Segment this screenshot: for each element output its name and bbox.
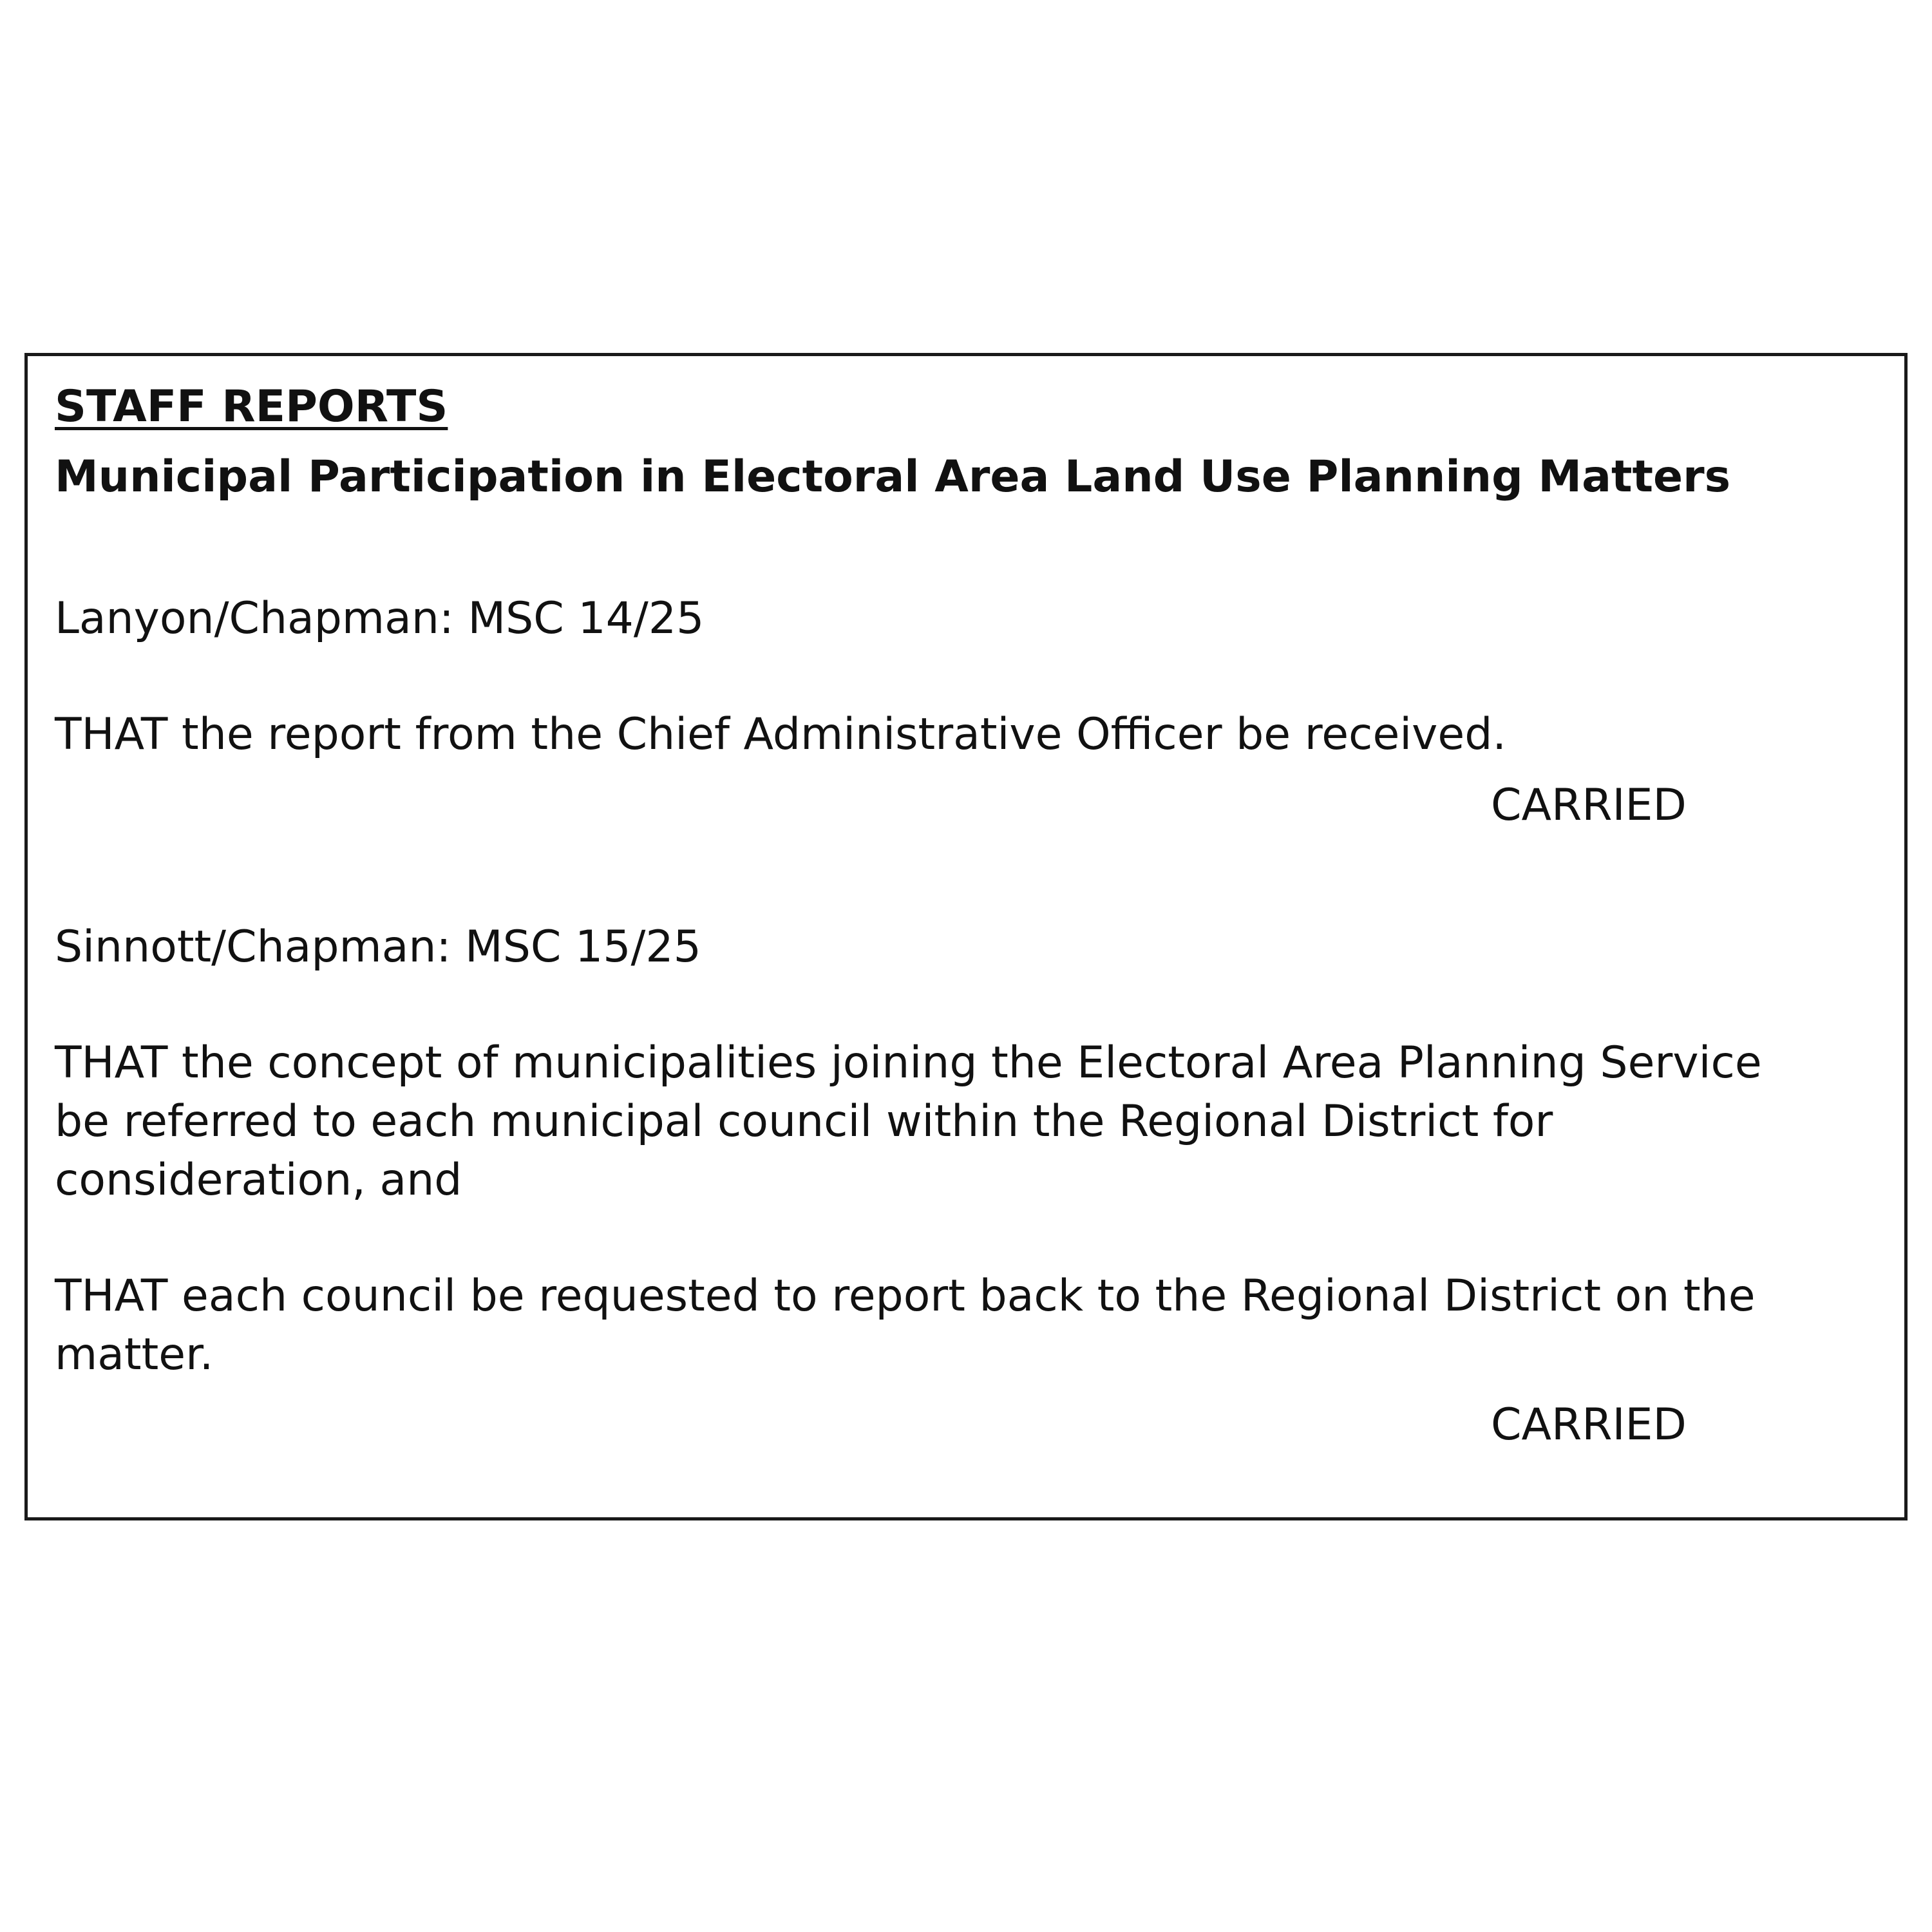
motion-2-resolution-line: be referred to each municipal council within the Regional District for bbox=[55, 1096, 1553, 1147]
staff-reports-box bbox=[24, 353, 1908, 1520]
item-title: Municipal Participation in Electoral Area Land Use Planning Matters bbox=[55, 451, 1731, 502]
motion-1-mover: Lanyon/Chapman: MSC 14/25 bbox=[55, 593, 705, 644]
motion-2-result: CARRIED bbox=[1491, 1399, 1687, 1450]
motion-1-resolution-line: THAT the report from the Chief Administrative Officer be received. bbox=[55, 709, 1507, 760]
motion-2-resolution-line: consideration, and bbox=[55, 1155, 462, 1206]
section-heading: STAFF REPORTS bbox=[55, 381, 448, 432]
motion-2-mover: Sinnott/Chapman: MSC 15/25 bbox=[55, 922, 701, 972]
motion-1-result: CARRIED bbox=[1491, 780, 1687, 831]
motion-2-resolution2-line: matter. bbox=[55, 1329, 214, 1380]
motion-2-resolution2-line: THAT each council be requested to report back to the Regional District on the bbox=[55, 1271, 1756, 1321]
motion-2-resolution-line: THAT the concept of municipalities joining the Electoral Area Planning Service bbox=[55, 1037, 1762, 1088]
